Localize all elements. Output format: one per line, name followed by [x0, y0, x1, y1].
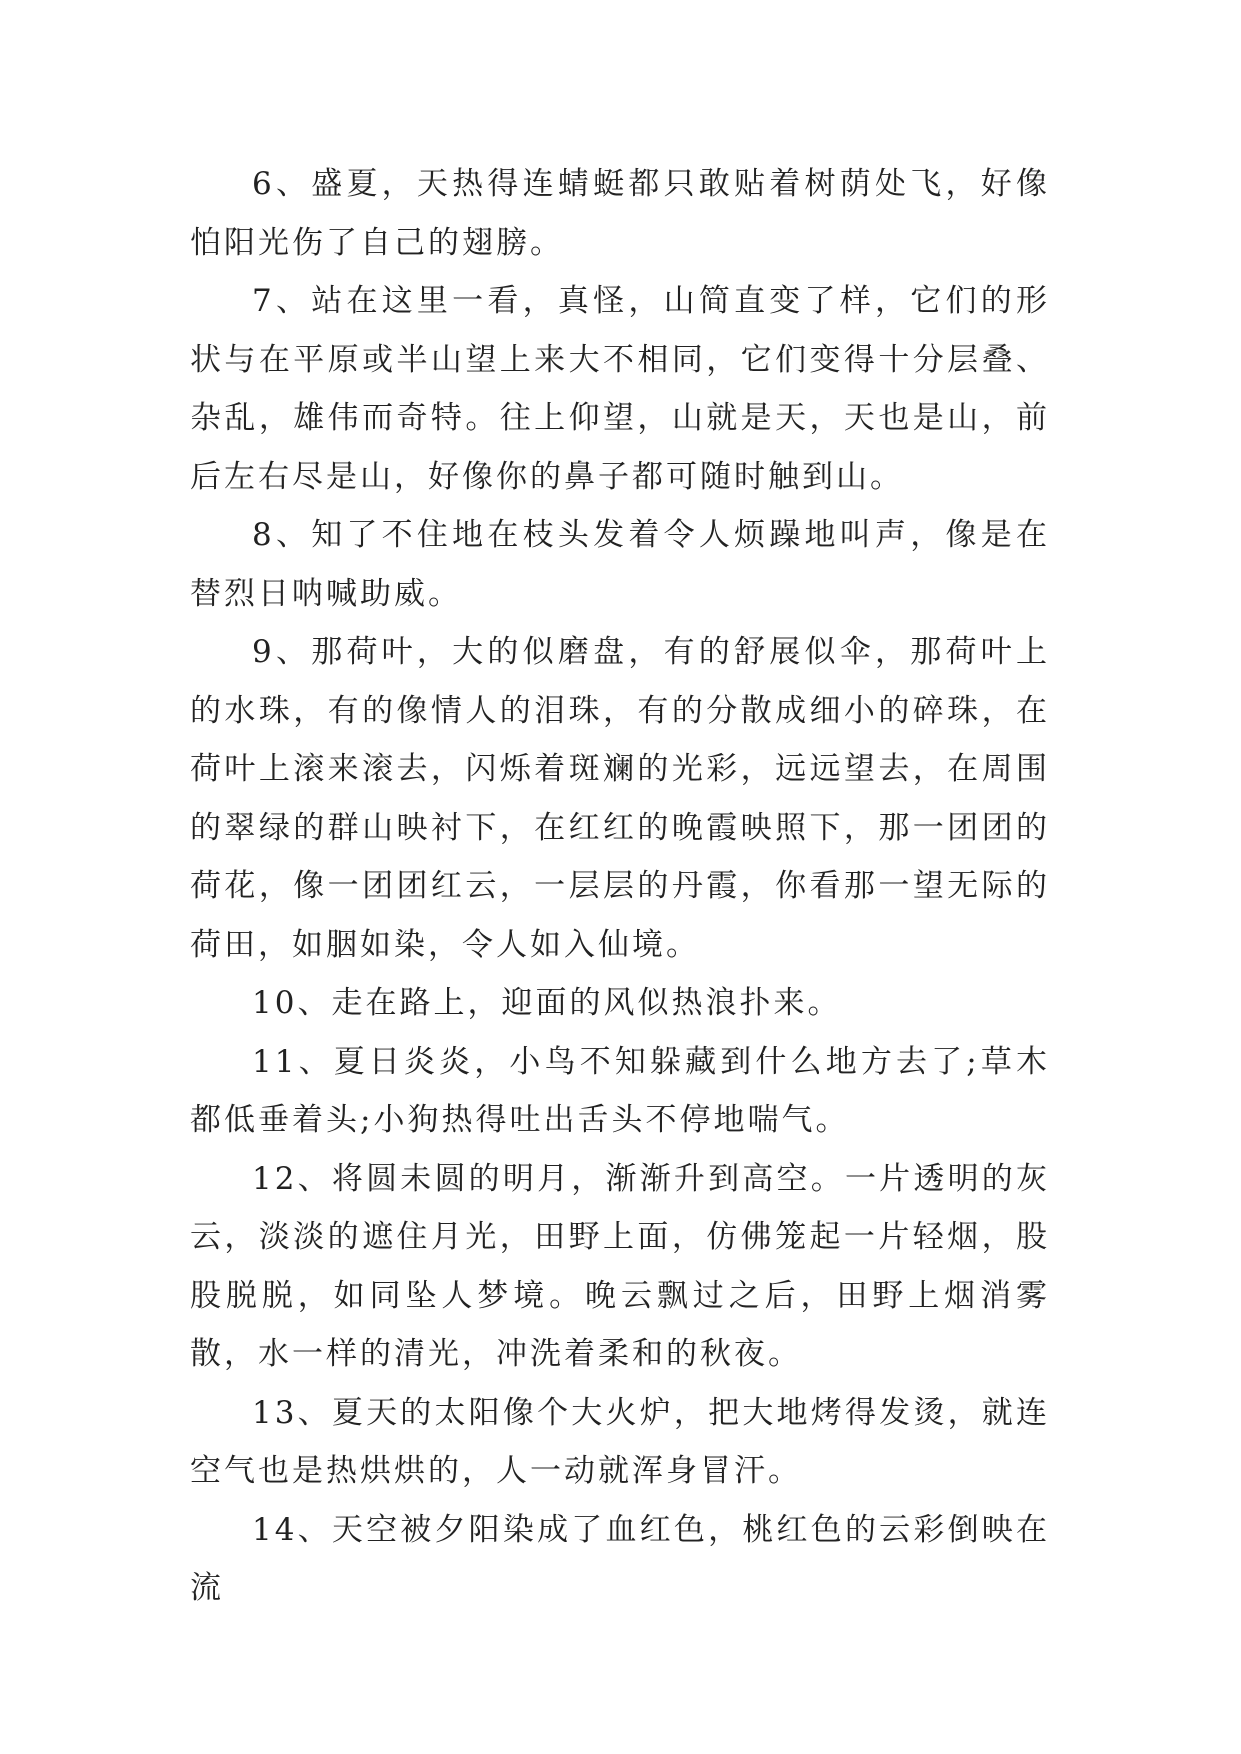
paragraph-13: 13、夏天的太阳像个大火炉，把大地烤得发烫，就连空气也是热烘烘的，人一动就浑身冒汗。 — [190, 1394, 1050, 1489]
paragraph-9: 9、那荷叶，大的似磨盘，有的舒展似伞，那荷叶上的水珠，有的像情人的泪珠，有的分散成细小的碎珠，在荷叶上滚来滚去，闪烁着斑斓的光彩，远远望去，在周围的翠绿的群山映衬下，在红红的晚霞映照下，那一团团的荷花，像一团团红云，一层层的丹霞，你看那一望无际的荷田，如胭如染，令人如入仙境。 — [190, 634, 1050, 963]
paragraph-7: 7、站在这里一看，真怪，山简直变了样，它们的形状与在平原或半山望上来大不相同，它们变得十分层叠、杂乱，雄伟而奇特。往上仰望，山就是天，天也是山，前后左右尽是山，好像你的鼻子都可随时触到山。 — [190, 283, 1050, 495]
paragraph-14: 14、天空被夕阳染成了血红色，桃红色的云彩倒映在流 — [190, 1511, 1050, 1606]
paragraph-8: 8、知了不住地在枝头发着令人烦躁地叫声，像是在替烈日呐喊助威。 — [190, 517, 1050, 612]
paragraph-6: 6、盛夏，天热得连蜻蜓都只敢贴着树荫处飞，好像怕阳光伤了自己的翅膀。 — [190, 166, 1050, 261]
paragraph-12: 12、将圆未圆的明月，渐渐升到高空。一片透明的灰云，淡淡的遮住月光，田野上面，仿佛笼起一片轻烟，股股脱脱，如同坠人梦境。晚云飘过之后，田野上烟消雾散，水一样的清光，冲洗着柔和的秋夜。 — [190, 1160, 1050, 1372]
document-body — [190, 155, 1050, 1618]
paragraph-10: 10、走在路上，迎面的风似热浪扑来。 — [252, 985, 842, 1021]
paragraph-11: 11、夏日炎炎，小鸟不知躲藏到什么地方去了;草木都低垂着头;小狗热得吐出舌头不停地喘气。 — [190, 1043, 1050, 1138]
